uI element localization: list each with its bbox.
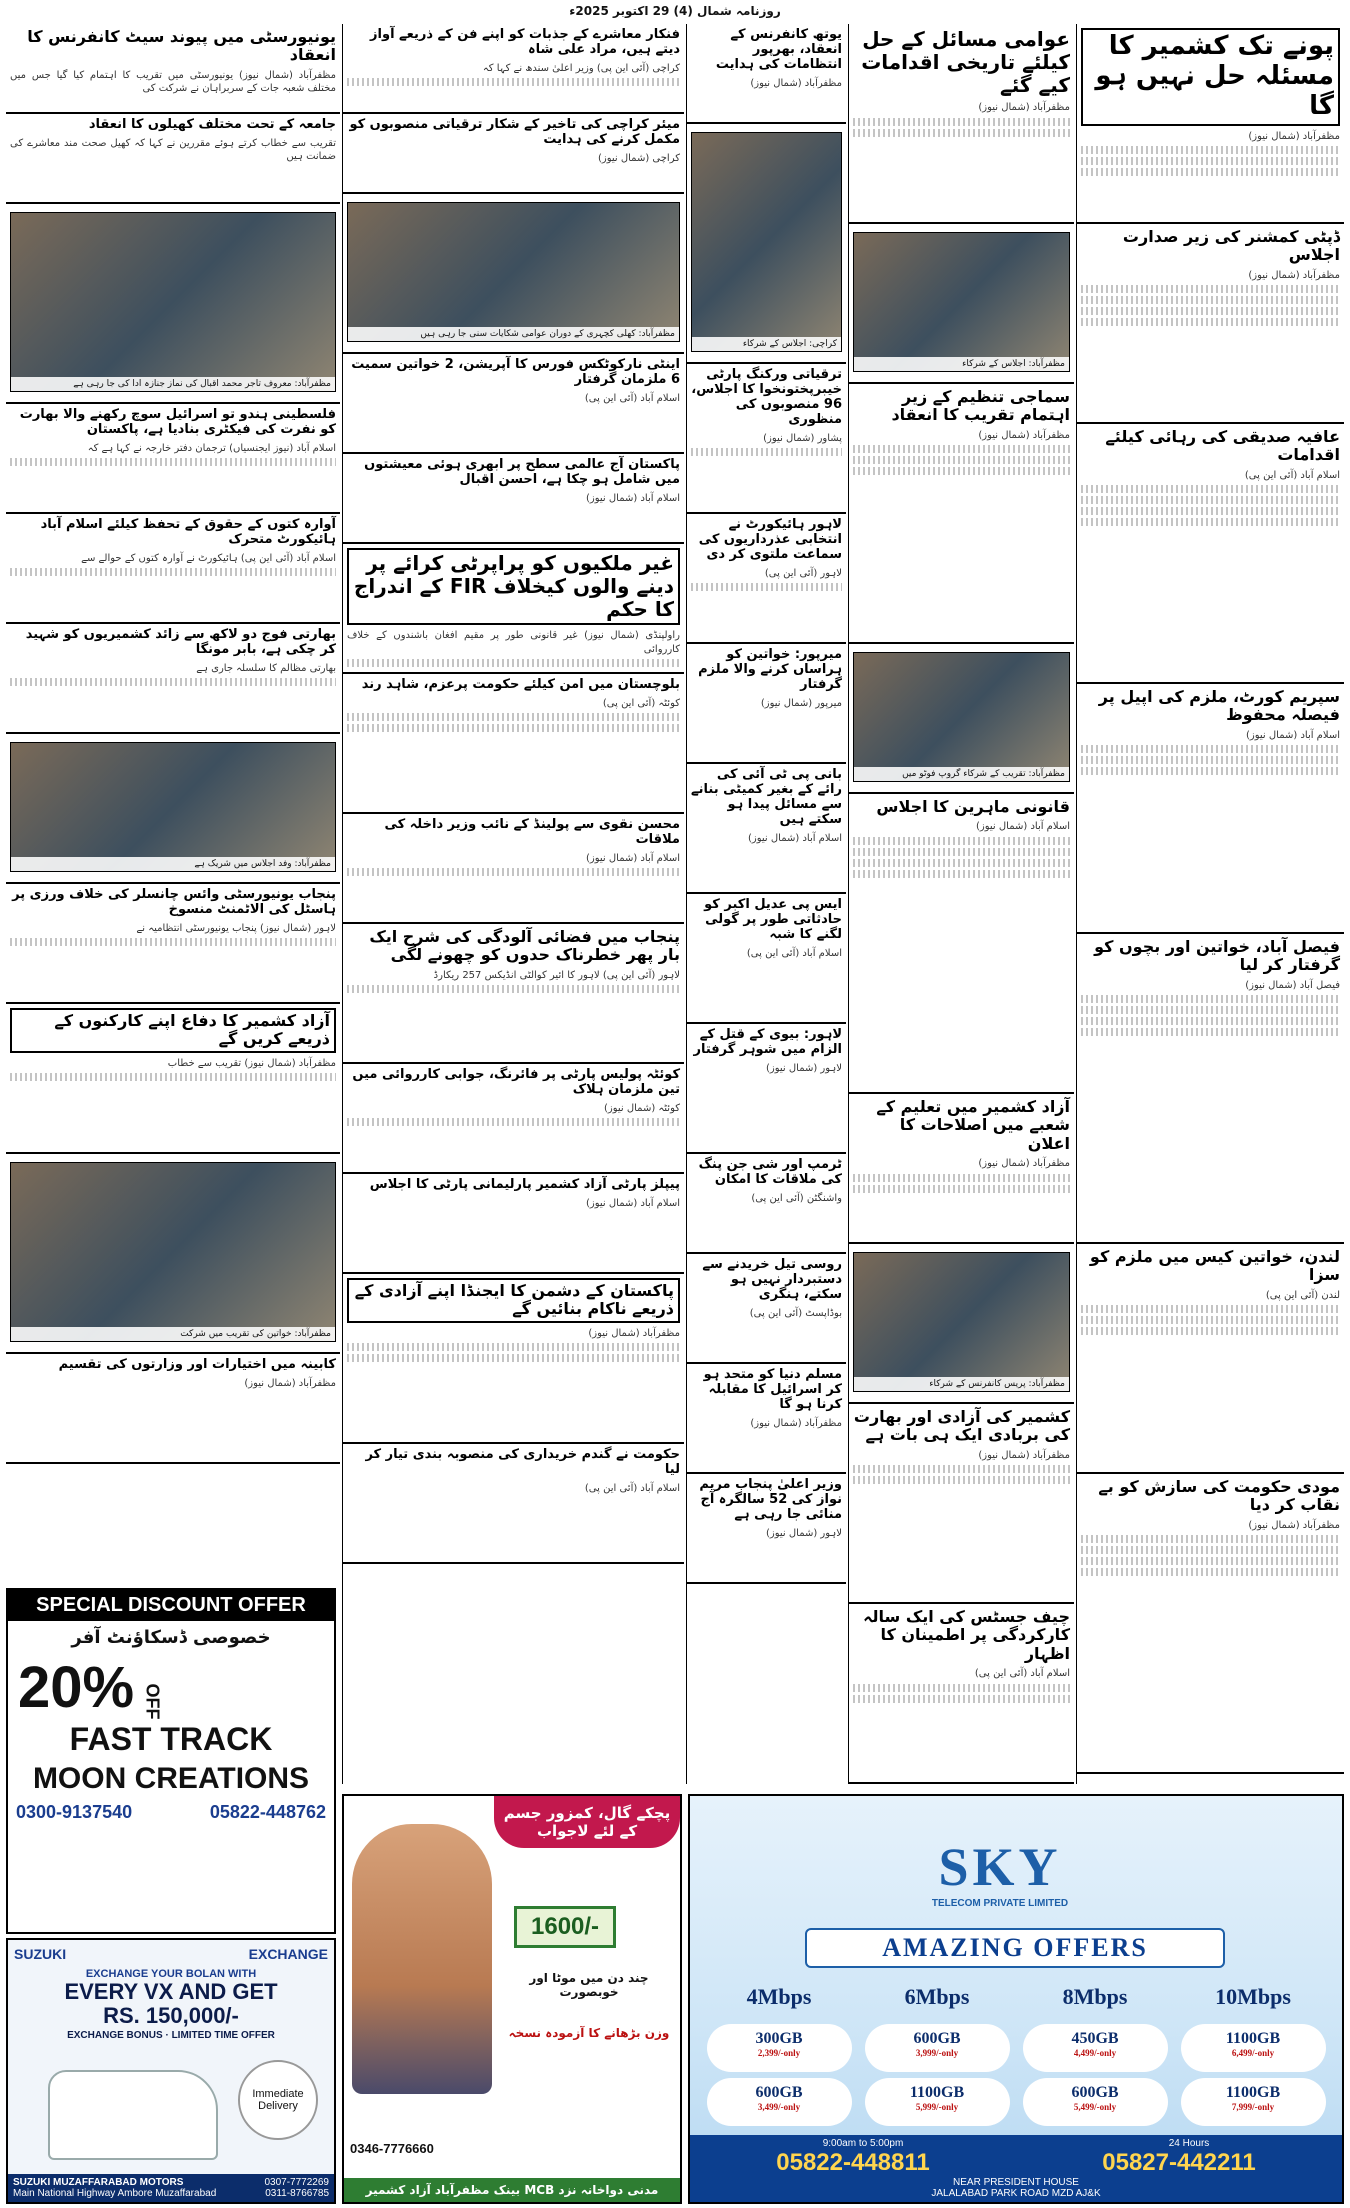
phone-number: 0307-7772269 — [264, 2177, 329, 2188]
story-body: فیصل آباد (شمال نیوز) — [1081, 979, 1340, 1037]
story-body: لاہور (شمال نیوز) — [766, 1527, 842, 1539]
plan-bundle — [707, 2078, 852, 2126]
suzuki-footer — [8, 2174, 334, 2202]
story — [343, 1064, 684, 1174]
headline: کابینہ میں اختیارات اور وزارتوں کی تقسیم — [58, 1357, 336, 1372]
story — [687, 514, 846, 644]
bundle-data: 1100GB — [1225, 2084, 1281, 2101]
headline: آزاد کشمیر کا دفاع اپنے کارکنوں کے ذریعے کریں گے — [10, 1008, 336, 1053]
story — [687, 894, 846, 1024]
bonus-label: EXCHANGE BONUS — [67, 2030, 163, 2042]
story-body: پشاور (شمال نیوز) — [691, 432, 842, 457]
story-body: تقریب سے خطاب کرتے ہوئے مقررین نے کہا کہ کھیل صحت مند معاشرے کی ضمانت ہیں — [10, 137, 336, 163]
story — [343, 814, 684, 924]
offer-title: SPECIAL DISCOUNT OFFER — [8, 1590, 334, 1621]
story — [687, 764, 846, 894]
story-body: مظفرآباد (شمال نیوز) — [1081, 130, 1340, 177]
offer-phones — [8, 1796, 334, 1829]
sky-address — [690, 2177, 1342, 2202]
hours-label: 9:00am to 5:00pm — [822, 2138, 904, 2149]
story-body: بھارتی مظالم کا سلسلہ جاری ہے — [10, 662, 336, 687]
column-3 — [686, 24, 846, 1784]
bundle-price: 4,499/-only — [1073, 2048, 1117, 2058]
story — [343, 114, 684, 194]
exchange-line: EXCHANGE YOUR BOLAN WITH — [85, 1968, 257, 1980]
story-body: لاہور (شمال نیوز) پنجاب یونیورسٹی انتظامیہ نے — [10, 922, 336, 947]
story — [343, 454, 684, 544]
story-body: مظفرآباد (شمال نیوز) — [244, 1377, 336, 1389]
bundle-data: 1100GB — [1225, 2030, 1281, 2047]
headline: حکومت نے گندم خریداری کی منصوبہ بندی تیار کر لیا — [365, 1447, 680, 1477]
story-body: لندن (آئی این پی) — [1081, 1289, 1340, 1336]
story — [687, 24, 846, 124]
headline: لاہور: بیوی کے قتل کے الزام میں شوہر گرفتار — [693, 1027, 842, 1057]
bundle-data: 600GB — [755, 2084, 803, 2101]
story — [849, 1094, 1074, 1244]
address-line: JALALABAD PARK ROAD MZD AJ&K — [931, 2188, 1101, 2199]
bundle-data: 300GB — [755, 2030, 803, 2047]
dealer-address: Main National Highway Ambore Muzaffarabad — [13, 2188, 217, 2199]
story — [687, 1254, 846, 1364]
phone-number: 0300-9137540 — [16, 1802, 133, 1822]
health-footer: مدنی دواخانہ نزد MCB بینک مظفرآباد آزاد کشمیر — [344, 2178, 680, 2202]
address-line: NEAR PRESIDENT HOUSE — [953, 2177, 1079, 2188]
story — [6, 1354, 340, 1464]
headline: آزاد کشمیر میں تعلیم کے شعبے میں اصلاحات کا اعلان — [876, 1097, 1070, 1153]
sky-logo — [880, 1836, 1120, 1916]
exchange-headline: EVERY VX AND GET — [64, 1979, 278, 2004]
headline: آوارہ کتوں کے حقوق کے تحفظ کیلئے اسلام آباد ہائیکورٹ متحرک — [40, 517, 336, 547]
headline: پنجاب میں فضائی آلودگی کی شرح ایک بار پھر خطرناک حدوں کو چھونے لگی — [369, 927, 680, 965]
photo — [853, 1252, 1070, 1392]
discount-offer-ad — [6, 1588, 336, 1934]
sky-footer — [690, 2135, 1342, 2202]
story — [6, 24, 340, 114]
story-body: مظفرآباد (شمال نیوز) — [1081, 1519, 1340, 1577]
plan-speed: 6Mbps — [904, 1984, 970, 2009]
headline: فلسطینی ہندو تو اسرائیل سوچ رکھنے والا بھارت کو نفرت کی فیکٹری بنادیا ہے، پاکستان — [19, 407, 336, 437]
headline: بھارتی فوج دو لاکھ سے زائد کشمیریوں کو شہید کر چکی ہے، بابر مونگا — [25, 627, 336, 657]
exchange-bonus: EXCHANGE BONUS · LIMITED TIME OFFER — [67, 2030, 275, 2042]
story — [1077, 224, 1344, 424]
headline: فنکار معاشرے کے جذبات کو اپنے فن کے ذریعے آواز دیتے ہیں، مراد علی شاہ — [370, 27, 680, 57]
offer-percent — [8, 1654, 334, 1721]
dealer-name: SUZUKI MUZAFFARABAD MOTORS — [13, 2177, 184, 2188]
headline: فیصل آباد، خواتین اور بچوں کو گرفتار کر لیا — [1094, 937, 1340, 975]
story-body: اسلام آباد (آئی این پی) — [584, 1482, 680, 1494]
story — [849, 1404, 1074, 1604]
off-label: OFF — [142, 1683, 163, 1720]
headline: لاہور ہائیکورٹ نے انتخابی عذرداریوں کی سماعت ملتوی کر دی — [698, 517, 842, 562]
story-body: مظفرآباد (شمال نیوز) — [1081, 269, 1340, 327]
story — [1077, 424, 1344, 684]
story-body: مظفرآباد (شمال نیوز) — [750, 77, 842, 89]
headline: وزیر اعلیٰ پنجاب مریم نواز کی 52 سالگرہ آج منائی جا رہی ہے — [699, 1477, 842, 1522]
sky-brand: SKY — [938, 1837, 1062, 1897]
headline: ایس پی عدیل اکبر کو حادثاتی طور پر گولی لگنے کا شبہ — [704, 897, 842, 942]
sky-telecom-ad — [688, 1794, 1344, 2204]
photo — [10, 1162, 336, 1342]
brand-name: MOON CREATIONS — [32, 1762, 310, 1795]
hours-label: 24 Hours — [1168, 2138, 1210, 2149]
health-tagline: چند دن میں موٹا اور خوبصورت — [529, 1971, 649, 1999]
plan-speed: 8Mbps — [1062, 1984, 1128, 2009]
story-body: کراچی (آئی این پی) وزیر اعلیٰ سندھ نے کہا کہ — [347, 62, 680, 87]
headline: سماجی تنظیم کے زیر اہتمام تقریب کا انعقاد — [891, 387, 1070, 425]
photo-caption: مظفرآباد: معروف تاجر محمد اقبال کی نماز جنازہ ادا کی جا رہی ہے — [11, 377, 335, 391]
story-body: لاہور (شمال نیوز) — [766, 1062, 842, 1074]
headline: عافیہ صدیقی کی رہائی کیلئے اقدامات — [1105, 427, 1340, 465]
phone-number: 05827-442211 — [1102, 2149, 1256, 2176]
story — [849, 644, 1074, 794]
column-2 — [342, 24, 684, 1784]
story-body: اسلام آباد (شمال نیوز) — [748, 832, 842, 844]
story-body: کوئٹہ (شمال نیوز) — [347, 1102, 680, 1127]
story-body: لاہور (آئی این پی) لاہور کا ائیر کوالٹی انڈیکس 257 ریکارڈ — [347, 969, 680, 994]
story-body: اسلام آباد (آئی این پی) — [1081, 469, 1340, 527]
story — [6, 204, 340, 404]
headline: روسی تیل خریدنے سے دستبردار نہیں ہو سکتے، ہنگری — [702, 1257, 842, 1302]
column-5 — [1076, 24, 1344, 1784]
story — [1077, 1244, 1344, 1474]
photo-caption: مظفرآباد: پریس کانفرنس کے شرکاء — [854, 1377, 1069, 1391]
story-body: بوڈاپسٹ (آئی این پی) — [749, 1307, 842, 1319]
story-body: اسلام آباد (آئی این پی) — [584, 392, 680, 404]
column-1 — [6, 24, 340, 1584]
story-body: اسلام آباد (شمال نیوز) — [586, 1197, 680, 1209]
bundle-price: 2,399/-only — [757, 2048, 801, 2058]
story-body: مظفرآباد (شمال نیوز) — [853, 1157, 1070, 1193]
story — [849, 224, 1074, 384]
limited-label: LIMITED TIME OFFER — [171, 2030, 275, 2042]
bundle-data: 1100GB — [909, 2084, 965, 2101]
headline: مسلم دنیا کو متحد ہو کر اسرائیل کا مقابلہ کرنا ہو گا — [703, 1367, 842, 1412]
bundle-price: 5,999/-only — [915, 2102, 959, 2112]
story-body: اسلام آباد (شمال نیوز) — [347, 852, 680, 877]
story — [849, 1604, 1074, 1784]
story-body: اسلام آباد (نیوز ایجنسیاں) ترجمان دفتر خارجہ نے کہا ہے کہ — [10, 442, 336, 467]
story — [687, 124, 846, 364]
model-figure — [352, 1824, 492, 2094]
phone-number: 05822-448811 — [776, 2149, 930, 2176]
story — [687, 364, 846, 514]
health-price: 1600/- — [514, 1906, 616, 1948]
plan-bundle — [1023, 2024, 1168, 2072]
story — [6, 624, 340, 734]
offer-subtitle: خصوصی ڈسکاؤنٹ آفر — [71, 1627, 271, 1648]
headline: میرپور: خواتین کو ہراساں کرنے والا ملزم گرفتار — [698, 647, 842, 692]
story — [687, 1364, 846, 1474]
story — [6, 114, 340, 204]
photo — [691, 132, 842, 352]
headline: یوتھ کانفرنس کے انعقاد، بھرپور انتظامات کی ہدایت — [715, 27, 842, 72]
story — [343, 924, 684, 1064]
bundle-price: 5,499/-only — [1073, 2102, 1117, 2112]
story — [849, 1244, 1074, 1404]
headline: مودی حکومت کی سازش کو بے نقاب کر دیا — [1098, 1477, 1340, 1515]
plan-bundle — [1023, 2078, 1168, 2126]
story — [687, 644, 846, 764]
story-body: واشنگٹن (آئی این پی) — [751, 1192, 842, 1204]
story — [1077, 1474, 1344, 1774]
percent-value: 20% — [18, 1655, 135, 1720]
photo-caption: مظفرآباد: اجلاس کے شرکاء — [854, 357, 1069, 371]
story — [6, 1004, 340, 1154]
story — [6, 514, 340, 624]
newspaper-page — [6, 4, 1344, 2204]
amazing-offers-banner: AMAZING OFFERS — [805, 1928, 1225, 1968]
story — [687, 1474, 846, 1584]
bundle-price: 3,999/-only — [915, 2048, 959, 2058]
story — [1077, 934, 1344, 1244]
headline: محسن نقوی سے پولینڈ کے نائب وزیر داخلہ کی ملاقات — [384, 817, 680, 847]
phone-number: 05822-448762 — [209, 1802, 326, 1822]
headline: ترقیاتی ورکنگ پارٹی خیبرپختونخوا کا اجلاس، 96 منصوبوں کی منظوری — [691, 367, 842, 427]
story-body: اسلام آباد (آئی این پی) — [853, 1667, 1070, 1703]
story — [343, 1444, 684, 1564]
photo — [10, 742, 336, 872]
phone-number: 0346-7776660 — [350, 2141, 434, 2156]
headline: لندن، خواتین کیس میں ملزم کو سزا — [1089, 1247, 1340, 1285]
bundle-price: 6,499/-only — [1231, 2048, 1275, 2058]
headline: پاکستان کے دشمن کا ایجنڈا اپنے آزادی کے ذریعے ناکام بنائیں گے — [347, 1278, 680, 1323]
story — [343, 1274, 684, 1444]
story — [849, 24, 1074, 224]
story-body: اسلام آباد (آئی این پی) — [746, 947, 842, 959]
photo — [853, 232, 1070, 372]
story — [6, 734, 340, 884]
sky-tagline: TELECOM PRIVATE LIMITED — [931, 1898, 1069, 1909]
headline: بانی پی ٹی آئی کی رائے کے بغیر کمیٹی بنانے سے مسائل پیدا ہو سکتے ہیں — [691, 767, 842, 827]
headline: کوئٹہ پولیس پارٹی پر فائرنگ، جوابی کارروائی میں تین ملزمان ہلاک — [352, 1067, 680, 1097]
headline: جامعہ کے تحت مختلف کھیلوں کا انعقاد — [88, 117, 336, 132]
plan-bundle — [1181, 2024, 1326, 2072]
suzuki-brand: SUZUKI — [14, 1946, 67, 1962]
headline: غیر ملکیوں کو پراپرٹی کرائے پر دینے والوں کیخلاف FIR کے اندراج کا حکم — [347, 548, 680, 625]
headline: ڈپٹی کمشنر کی زیر صدارت اجلاس — [1122, 227, 1340, 265]
headline: اینٹی نارکوٹکس فورس کا آپریشن، 2 خواتین سمیت 6 ملزمان گرفتار — [351, 357, 680, 387]
story-body: مظفرآباد (شمال نیوز) — [347, 1327, 680, 1363]
story — [6, 1154, 340, 1354]
plan-speeds — [700, 1984, 1332, 2010]
story-body: راولپنڈی (شمال نیوز) غیر قانونی طور پر مقیم افغان باشندوں کے خلاف کارروائی — [347, 629, 680, 667]
plan-speed: 4Mbps — [746, 1984, 812, 2009]
story-body: میرپور (شمال نیوز) — [760, 697, 842, 709]
masthead: روزنامہ شمال (4) 29 اکتوبر 2025ء — [569, 4, 781, 18]
story — [849, 384, 1074, 644]
fast-track-label: FAST TRACK — [69, 1721, 273, 1757]
story — [849, 794, 1074, 1094]
headline: پاکستان آج عالمی سطح پر ابھری ہوئی معیشتوں میں شامل ہو چکا ہے، احسن اقبال — [364, 457, 680, 487]
plan-bundle — [865, 2078, 1010, 2126]
story — [343, 24, 684, 114]
story — [343, 1174, 684, 1274]
headline: میئر کراچی کی تاخیر کے شکار ترقیاتی منصوبوں کو مکمل کرنے کی ہدایت — [349, 117, 680, 147]
photo — [853, 652, 1070, 782]
photo-caption: مظفرآباد: کھلی کچہری کے دوران عوامی شکایات سنی جا رہی ہیں — [348, 327, 679, 341]
bundle-data: 450GB — [1071, 2030, 1119, 2047]
exchange-amount: RS. 150,000/- — [103, 2003, 239, 2029]
story — [687, 1154, 846, 1254]
story-body: اسلام آباد (شمال نیوز) — [853, 820, 1070, 878]
headline: کشمیر کی آزادی اور بھارت کی بربادی ایک ہی بات ہے — [853, 1407, 1070, 1445]
health-tagline: وزن بڑھانے کا آزمودہ نسخہ — [508, 2026, 670, 2040]
bundle-data: 600GB — [913, 2030, 961, 2047]
story-body: اسلام آباد (شمال نیوز) — [1081, 729, 1340, 776]
story-body: کوئٹہ (آئی این پی) — [347, 697, 680, 733]
exchange-logo: EXCHANGE — [248, 1946, 328, 1962]
story-body: مظفرآباد (شمال نیوز) — [750, 1417, 842, 1429]
headline: سپریم کورٹ، ملزم کی اپیل پر فیصلہ محفوظ — [1098, 687, 1340, 725]
story — [343, 674, 684, 814]
bundle-data: 600GB — [1071, 2084, 1119, 2101]
photo-caption: مظفرآباد: وفد اجلاس میں شریک ہے — [11, 857, 335, 871]
story — [343, 194, 684, 354]
immediate-delivery-badge: Immediate Delivery — [238, 2060, 318, 2140]
plan-bundle — [865, 2024, 1010, 2072]
photo-caption: کراچی: اجلاس کے شرکاء — [692, 337, 841, 351]
story-body: کراچی (شمال نیوز) — [597, 152, 680, 164]
story — [6, 404, 340, 514]
headline: پیپلز پارٹی آزاد کشمیر پارلیمانی پارٹی کا اجلاس — [369, 1177, 680, 1192]
health-product-ad — [342, 1794, 682, 2204]
headline: یونیورسٹی میں پیوند سیٹ کانفرنس کا انعقاد — [27, 27, 336, 65]
story — [343, 354, 684, 454]
story-body: اسلام آباد (آئی این پی) ہائیکورٹ نے آوارہ کتوں کے حوالے سے — [10, 552, 336, 577]
story-body: مظفرآباد (شمال نیوز) — [853, 429, 1070, 476]
headline: بلوچستان میں امن کیلئے حکومت پرعزم، شاہد رند — [361, 677, 680, 692]
sky-phones — [690, 2149, 1342, 2177]
headline: عوامی مسائل کے حل کیلئے تاریخی اقدامات کیے گئے — [861, 27, 1070, 97]
story-body: مظفرآباد (شمال نیوز) تقریب سے خطاب — [10, 1057, 336, 1082]
plan-bundle — [1181, 2078, 1326, 2126]
plan-speed: 10Mbps — [1215, 1984, 1291, 2009]
bundle-price: 3,499/-only — [757, 2102, 801, 2112]
headline: پونے تک کشمیر کا مسئلہ حل نہیں ہو گا — [1081, 28, 1340, 126]
headline: چیف جسٹس کی ایک سالہ کارکردگی پر اطمینان کا اظہار — [863, 1607, 1070, 1663]
photo — [347, 202, 680, 342]
photo-caption: مظفرآباد: تقریب کے شرکاء گروپ فوٹو میں — [854, 767, 1069, 781]
photo-caption: مظفرآباد: خواتین کی تقریب میں شرکت — [11, 1327, 335, 1341]
story-body: مظفرآباد (شمال نیوز) — [853, 1449, 1070, 1485]
photo — [10, 212, 336, 392]
headline: قانونی ماہرین کا اجلاس — [876, 797, 1070, 816]
headline: ٹرمپ اور شی جن پنگ کی ملاقات کا امکان — [698, 1157, 842, 1187]
health-heading: پچکے گال، کمزور جسم کے لئے لاجواب — [494, 1796, 680, 1848]
story — [343, 544, 684, 674]
suzuki-logo — [8, 1940, 334, 1968]
story-body: اسلام آباد (شمال نیوز) — [586, 492, 680, 504]
bundle-price: 7,999/-only — [1231, 2102, 1275, 2112]
story — [1077, 684, 1344, 934]
headline: پنجاب یونیورسٹی وائس چانسلر کی خلاف ورزی پر ہاسٹل کی الاٹمنٹ منسوخ — [12, 887, 336, 917]
story — [6, 884, 340, 1004]
plan-bundles — [700, 2024, 1332, 2126]
story — [687, 1024, 846, 1154]
suzuki-ad — [6, 1938, 336, 2204]
story — [1077, 24, 1344, 224]
van-illustration — [48, 2070, 218, 2160]
story-body: لاہور (آئی این پی) — [691, 567, 842, 592]
column-4 — [848, 24, 1074, 1784]
phone-number: 0311-8766785 — [265, 2188, 329, 2199]
story-body: مظفرآباد (شمال نیوز) یونیورسٹی میں تقریب کا اہتمام کیا گیا جس میں مختلف شعبہ جات کے سربراہان نے شرکت کی — [10, 69, 336, 95]
story-body: مظفرآباد (شمال نیوز) — [853, 101, 1070, 137]
office-hours — [690, 2135, 1342, 2149]
plan-bundle — [707, 2024, 852, 2072]
